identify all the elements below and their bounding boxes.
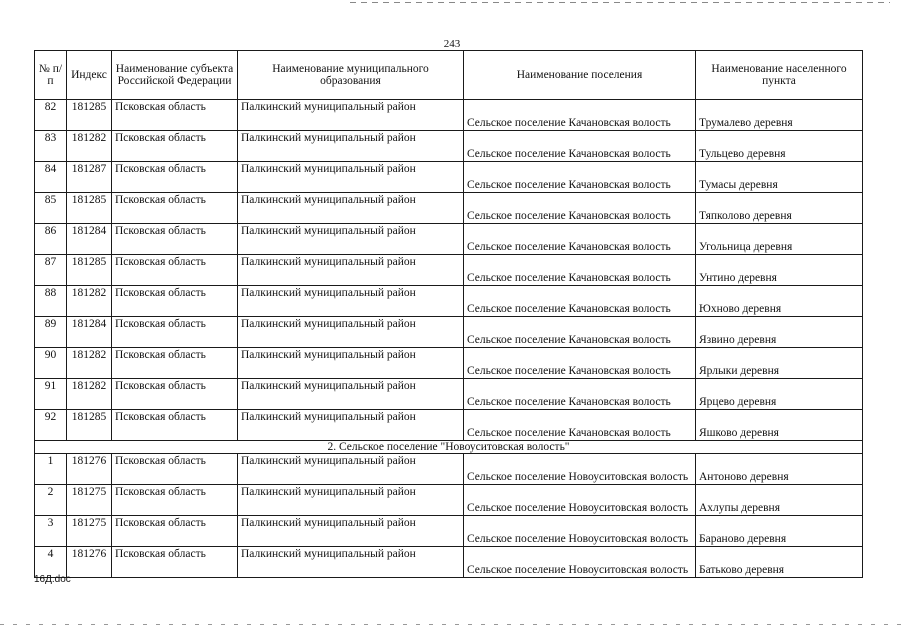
cell-subject: Псковская область — [112, 547, 238, 578]
cell-municipality: Палкинский муниципальный район — [238, 454, 464, 485]
cell-settlement: Сельское поселение Качановская волость — [464, 286, 696, 317]
footer-filename: 16Д.doc — [34, 574, 71, 585]
cell-municipality: Палкинский муниципальный район — [238, 410, 464, 441]
cell-locality: Унтино деревня — [696, 255, 863, 286]
cell-index: 181276 — [67, 547, 112, 578]
cell-settlement: Сельское поселение Новоуситовская волость — [464, 516, 696, 547]
cell-index: 181275 — [67, 516, 112, 547]
cell-settlement: Сельское поселение Новоуситовская волость — [464, 547, 696, 578]
cell-municipality: Палкинский муниципальный район — [238, 224, 464, 255]
cell-locality: Ярцево деревня — [696, 379, 863, 410]
cell-settlement: Сельское поселение Качановская волость — [464, 379, 696, 410]
table-row — [35, 348, 863, 379]
header-num: № п/п — [35, 51, 67, 100]
cell-settlement: Сельское поселение Качановская волость — [464, 224, 696, 255]
table-row — [35, 317, 863, 348]
cell-index: 181287 — [67, 162, 112, 193]
cell-settlement: Сельское поселение Качановская волость — [464, 193, 696, 224]
table-row — [35, 286, 863, 317]
cell-municipality: Палкинский муниципальный район — [238, 317, 464, 348]
cell-num: 90 — [35, 348, 67, 379]
cell-settlement: Сельское поселение Качановская волость — [464, 348, 696, 379]
header-subject: Наименование субъекта Российской Федерации — [112, 51, 238, 100]
cell-municipality: Палкинский муниципальный район — [238, 286, 464, 317]
table-row — [35, 410, 863, 441]
cell-locality: Угольница деревня — [696, 224, 863, 255]
cell-subject: Псковская область — [112, 286, 238, 317]
cell-subject: Псковская область — [112, 410, 238, 441]
cell-num: 88 — [35, 286, 67, 317]
cell-locality: Батьково деревня — [696, 547, 863, 578]
cell-subject: Псковская область — [112, 193, 238, 224]
cell-index: 181282 — [67, 286, 112, 317]
table-row — [35, 516, 863, 547]
table-row — [35, 485, 863, 516]
header-index: Индекс — [67, 51, 112, 100]
cell-index: 181276 — [67, 454, 112, 485]
header-settlement: Наименование поселения — [464, 51, 696, 100]
cell-settlement: Сельское поселение Качановская волость — [464, 100, 696, 131]
cell-settlement: Сельское поселение Качановская волость — [464, 162, 696, 193]
cell-num: 2 — [35, 485, 67, 516]
table-row — [35, 379, 863, 410]
cell-subject: Псковская область — [112, 317, 238, 348]
table-row — [35, 454, 863, 485]
cell-num: 89 — [35, 317, 67, 348]
cell-subject: Псковская область — [112, 224, 238, 255]
table-header-row — [35, 51, 863, 100]
cell-settlement: Сельское поселение Качановская волость — [464, 410, 696, 441]
cell-locality: Ярлыки деревня — [696, 348, 863, 379]
cell-index: 181275 — [67, 485, 112, 516]
cell-settlement: Сельское поселение Новоуситовская волость — [464, 485, 696, 516]
cell-subject: Псковская область — [112, 348, 238, 379]
cell-num: 82 — [35, 100, 67, 131]
cell-subject: Псковская область — [112, 454, 238, 485]
table-body-kachanovskaya — [35, 100, 863, 441]
cell-municipality: Палкинский муниципальный район — [238, 131, 464, 162]
cell-locality: Ахлупы деревня — [696, 485, 863, 516]
cell-subject: Псковская область — [112, 131, 238, 162]
cell-locality: Бараново деревня — [696, 516, 863, 547]
cell-locality: Антоново деревня — [696, 454, 863, 485]
cell-municipality: Палкинский муниципальный район — [238, 485, 464, 516]
section-row — [35, 441, 863, 454]
cell-subject: Псковская область — [112, 379, 238, 410]
table-row — [35, 224, 863, 255]
cell-num: 91 — [35, 379, 67, 410]
table-row — [35, 255, 863, 286]
cell-num: 86 — [35, 224, 67, 255]
cell-settlement: Сельское поселение Качановская волость — [464, 317, 696, 348]
cell-municipality: Палкинский муниципальный район — [238, 379, 464, 410]
cell-locality: Язвино деревня — [696, 317, 863, 348]
cell-locality: Тульцево деревня — [696, 131, 863, 162]
cell-municipality: Палкинский муниципальный район — [238, 193, 464, 224]
table-row — [35, 547, 863, 578]
cell-subject: Псковская область — [112, 255, 238, 286]
cell-municipality: Палкинский муниципальный район — [238, 516, 464, 547]
table-row — [35, 100, 863, 131]
cell-locality: Трумалево деревня — [696, 100, 863, 131]
cell-index: 181285 — [67, 100, 112, 131]
cell-index: 181284 — [67, 317, 112, 348]
cell-locality: Тяпколово деревня — [696, 193, 863, 224]
cell-num: 84 — [35, 162, 67, 193]
table-row — [35, 131, 863, 162]
cell-num: 1 — [35, 454, 67, 485]
cell-municipality: Палкинский муниципальный район — [238, 255, 464, 286]
cell-settlement: Сельское поселение Качановская волость — [464, 255, 696, 286]
cell-municipality: Палкинский муниципальный район — [238, 162, 464, 193]
cell-num: 4 — [35, 547, 67, 578]
cell-num: 85 — [35, 193, 67, 224]
scan-artifact-top — [350, 2, 890, 3]
cell-municipality: Палкинский муниципальный район — [238, 547, 464, 578]
cell-locality: Юхново деревня — [696, 286, 863, 317]
cell-subject: Псковская область — [112, 100, 238, 131]
cell-settlement: Сельское поселение Качановская волость — [464, 131, 696, 162]
cell-num: 92 — [35, 410, 67, 441]
cell-index: 181284 — [67, 224, 112, 255]
cell-index: 181285 — [67, 255, 112, 286]
cell-num: 3 — [35, 516, 67, 547]
cell-settlement: Сельское поселение Новоуситовская волость — [464, 454, 696, 485]
cell-locality: Тумасы деревня — [696, 162, 863, 193]
header-municipality: Наименование муниципального образования — [238, 51, 464, 100]
cell-index: 181285 — [67, 193, 112, 224]
header-locality: Наименование населенного пункта — [696, 51, 863, 100]
cell-municipality: Палкинский муниципальный район — [238, 348, 464, 379]
cell-subject: Псковская область — [112, 516, 238, 547]
section-title: 2. Сельское поселение "Новоуситовская волость" — [35, 441, 863, 454]
table-body-novousitovskaya — [35, 454, 863, 578]
cell-index: 181282 — [67, 131, 112, 162]
page-number: 243 — [443, 38, 461, 50]
cell-index: 181282 — [67, 348, 112, 379]
scan-artifact-bottom — [0, 624, 905, 625]
localities-table — [34, 50, 863, 578]
cell-num: 83 — [35, 131, 67, 162]
cell-subject: Псковская область — [112, 485, 238, 516]
cell-num: 87 — [35, 255, 67, 286]
cell-subject: Псковская область — [112, 162, 238, 193]
cell-locality: Яшково деревня — [696, 410, 863, 441]
table-row — [35, 193, 863, 224]
cell-index: 181285 — [67, 410, 112, 441]
cell-municipality: Палкинский муниципальный район — [238, 100, 464, 131]
cell-index: 181282 — [67, 379, 112, 410]
table-row — [35, 162, 863, 193]
